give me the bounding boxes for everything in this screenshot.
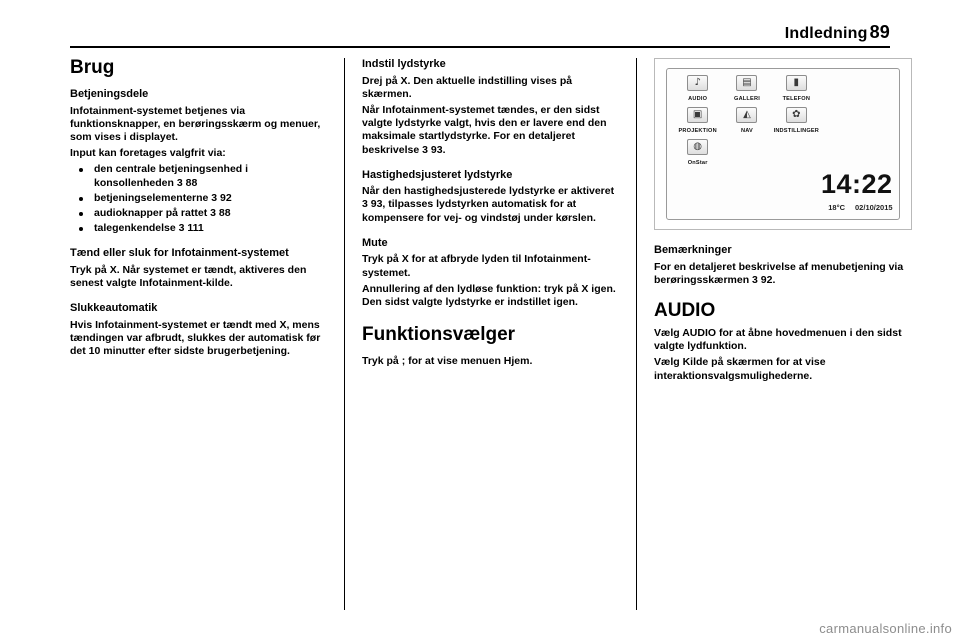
- paragraph-1-2: Input kan foretages valgfrit via:: [70, 147, 226, 160]
- audio-icon: ♪: [687, 75, 708, 91]
- app-tile-indstillinger[interactable]: [772, 107, 821, 138]
- app-tile-onstar[interactable]: [673, 139, 722, 170]
- app-tile-nav[interactable]: [722, 107, 771, 138]
- app-tile-label: GALLERI: [734, 95, 760, 102]
- paragraph-2-3: Når den hastighedsjusterede lydstyrke er aktiveret 3 93, tilpasses lydstyrken automatisk for at kompensere for vej- og vindstøj under kørslen.: [362, 185, 615, 224]
- app-tile-label: OnStar: [687, 159, 708, 166]
- list-item: talegenkendelse 3 111: [70, 222, 326, 235]
- page-title: Indledning: [784, 25, 868, 42]
- subheading-mute: Mute: [362, 236, 388, 249]
- page-number: 89: [869, 22, 890, 42]
- clock-sub: [828, 201, 892, 214]
- app-tile-label: NAV: [740, 127, 753, 134]
- app-tile-projektion[interactable]: [673, 107, 722, 138]
- paragraph-2-1: Drej på X. Den aktuelle indstilling vises på skærmen.: [362, 74, 573, 100]
- section-heading-funktionsvaelger: Funktionsvælger: [362, 324, 516, 346]
- app-tile-label: AUDIO: [688, 95, 708, 102]
- infotainment-screen: [666, 68, 900, 220]
- subheading-slukkeautomatik: Slukkeautomatik: [70, 302, 158, 315]
- section-heading-brug: Brug: [70, 57, 115, 78]
- app-tile-telefon[interactable]: [772, 75, 821, 106]
- column-divider-2: [636, 58, 637, 610]
- paragraph-3-2: Vælg AUDIO for at åbne hovedmenuen i den sidst valgte lydfunktion.: [654, 326, 902, 353]
- gallery-icon: ▤: [736, 75, 757, 91]
- outside-temperature: 18°C: [828, 202, 846, 212]
- settings-icon: ✿: [786, 107, 807, 123]
- subheading-indstil-lydstyrke: Indstil lydstyrke: [362, 58, 446, 70]
- paragraph-1-4: Hvis Infotainment-systemet er tændt med X, mens tændingen var afbrudt, slukkes der automatisk før det 10 minutter efter sidste brugerbetjening.: [70, 318, 321, 358]
- app-tile-label: PROJEKTION: [678, 127, 717, 134]
- column-divider-1: [344, 58, 345, 610]
- projection-icon: ▣: [687, 107, 708, 123]
- list-item: betjeningselementerne 3 92: [70, 192, 326, 205]
- paragraph-2-4: Tryk på X for at afbryde lyden til Infotainment-systemet.: [362, 253, 591, 279]
- column-2: [362, 58, 618, 371]
- paragraph-3-3: Vælg Kilde på skærmen for at vise interaktionsvalgsmulighederne.: [654, 356, 826, 382]
- subheading-betjeningsdele: Betjeningsdele: [70, 88, 149, 100]
- app-tile-label: INDSTILLINGER: [773, 127, 820, 134]
- home-screen-figure: [654, 58, 912, 230]
- nav-icon: ◭: [736, 107, 757, 123]
- paragraph-2-6: Tryk på ; for at vise menuen Hjem.: [362, 355, 533, 368]
- phone-icon: ▮: [786, 75, 807, 91]
- app-icon-grid: [673, 75, 821, 217]
- page-header: [70, 22, 890, 43]
- column-1: [70, 58, 326, 361]
- clock-time: 14:22: [821, 168, 893, 199]
- paragraph-1-3: Tryk på X. Når systemet er tændt, aktiveres den senest valgte Infotainment-kilde.: [70, 263, 307, 290]
- subheading-hastighedsjusteret: Hastighedsjusteret lydstyrke: [362, 168, 513, 181]
- onstar-icon: ◍: [687, 139, 708, 155]
- watermark: carmanualsonline.info: [819, 621, 952, 636]
- section-heading-audio: AUDIO: [654, 299, 716, 321]
- list-item: audioknapper på rattet 3 88: [70, 207, 326, 220]
- subheading-bemaerkninger: Bemærkninger: [654, 244, 732, 256]
- header-rule: [70, 46, 890, 48]
- paragraph-1-1: Infotainment-systemet betjenes via funktionsknapper, en berøringsskærm og menuer, som vises i displayet.: [70, 104, 321, 143]
- current-date: 02/10/2015: [855, 202, 893, 212]
- paragraph-2-5: Annullering af den lydløse funktion: tryk på X igen. Den sidst valgte lydstyrke er indstillet igen.: [362, 282, 616, 308]
- clock-widget: [821, 75, 899, 217]
- app-tile-audio[interactable]: [673, 75, 722, 106]
- subheading-power-onoff: Tænd eller sluk for Infotainment-systemet: [70, 247, 289, 260]
- screen-top: [667, 69, 899, 219]
- input-methods-list: [70, 163, 326, 235]
- paragraph-3-1: For en detaljeret beskrivelse af menubetjening via berøringsskærmen 3 92.: [654, 260, 904, 286]
- list-item: den centrale betjeningsenhed i konsollenheden 3 88: [70, 163, 326, 189]
- paragraph-2-2: Når Infotainment-systemet tændes, er den sidst valgte lydstyrke valgt, hvis den er lavere end den maksimale startlydstyrke. For en detaljeret beskrivelse 3 93.: [362, 103, 607, 156]
- app-tile-label: TELEFON: [782, 95, 811, 102]
- app-tile-galleri[interactable]: [722, 75, 771, 106]
- column-3: [654, 58, 912, 386]
